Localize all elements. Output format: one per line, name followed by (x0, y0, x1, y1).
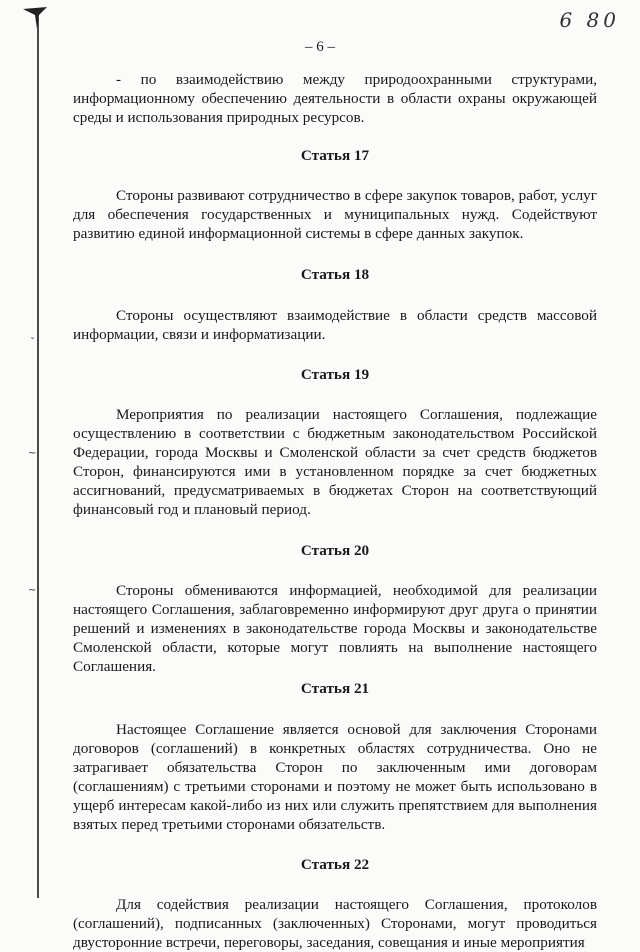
paragraph: Стороны осуществляют взаимодействие в области средств массовой информации, связи и информатизации. (73, 307, 597, 343)
paragraph: - по взаимодействию между природоохранными структурами, информационному обеспечению деятельности в области охраны окружающей среды и использования природных ресурсов. (73, 71, 597, 126)
page-number: – 6 – (305, 39, 335, 55)
article-heading: Статья 21 (300, 680, 370, 697)
article-heading: Статья 18 (300, 266, 370, 283)
document-body (73, 70, 597, 952)
paragraph: Мероприятия по реализации настоящего Соглашения, подлежащие осуществлению в соответствии с бюджетным законодательством Российской Федерации, города Москвы и Смоленской области за счет средств бюджетов Сторон, финансируются ими в установленном порядке за счет бюджетных ассигнований, предусматриваемых в бюджетах Сторон на соответствующий финансовый год и плановый период. (73, 406, 597, 518)
margin-mark: ~ (28, 585, 37, 596)
margin-mark: ~ (28, 448, 37, 459)
paragraph: Стороны обмениваются информацией, необходимой для реализации настоящего Соглашения, заблаговременно информируют друг друга о принятии решений и изменениях в законодательстве города Москвы и законодательстве Смоленской области, которые могут повлиять на выполнение настоящего Соглашения. (73, 582, 597, 675)
article-heading: Статья 17 (300, 147, 370, 164)
paragraph: Для содействия реализации настоящего Соглашения, протоколов (соглашений), подписанных (заключенных) Сторонами, могут проводиться двусторонние встречи, переговоры, заседания, совещания и иные мероприятия (73, 896, 597, 951)
binding-corner-mark (21, 5, 49, 31)
paragraph: Стороны развивают сотрудничество в сфере закупок товаров, работ, услуг для обеспечения государственных и муниципальных нужд. Содействуют развитию единой информационной системы в сфере данных закупок. (73, 187, 597, 242)
handwritten-page-note: 6 80 (559, 8, 620, 32)
article-heading: Статья 19 (300, 366, 370, 383)
paragraph: Настоящее Соглашение является основой для заключения Сторонами договоров (соглашений) в конкретных областях сотрудничества. Оно не затрагивает обязательства Сторон по заключенным ими договорам (соглашениям) с третьими сторонами и поэтому не может быть использовано в ущерб интересам какой-либо из них или служить препятствием для выполнения взятых перед третьими сторонами обязательств. (73, 721, 597, 833)
article-heading: Статья 20 (300, 542, 370, 559)
margin-mark: ˇ (30, 337, 35, 348)
article-heading: Статья 22 (300, 856, 370, 873)
binding-edge-line (37, 18, 39, 898)
